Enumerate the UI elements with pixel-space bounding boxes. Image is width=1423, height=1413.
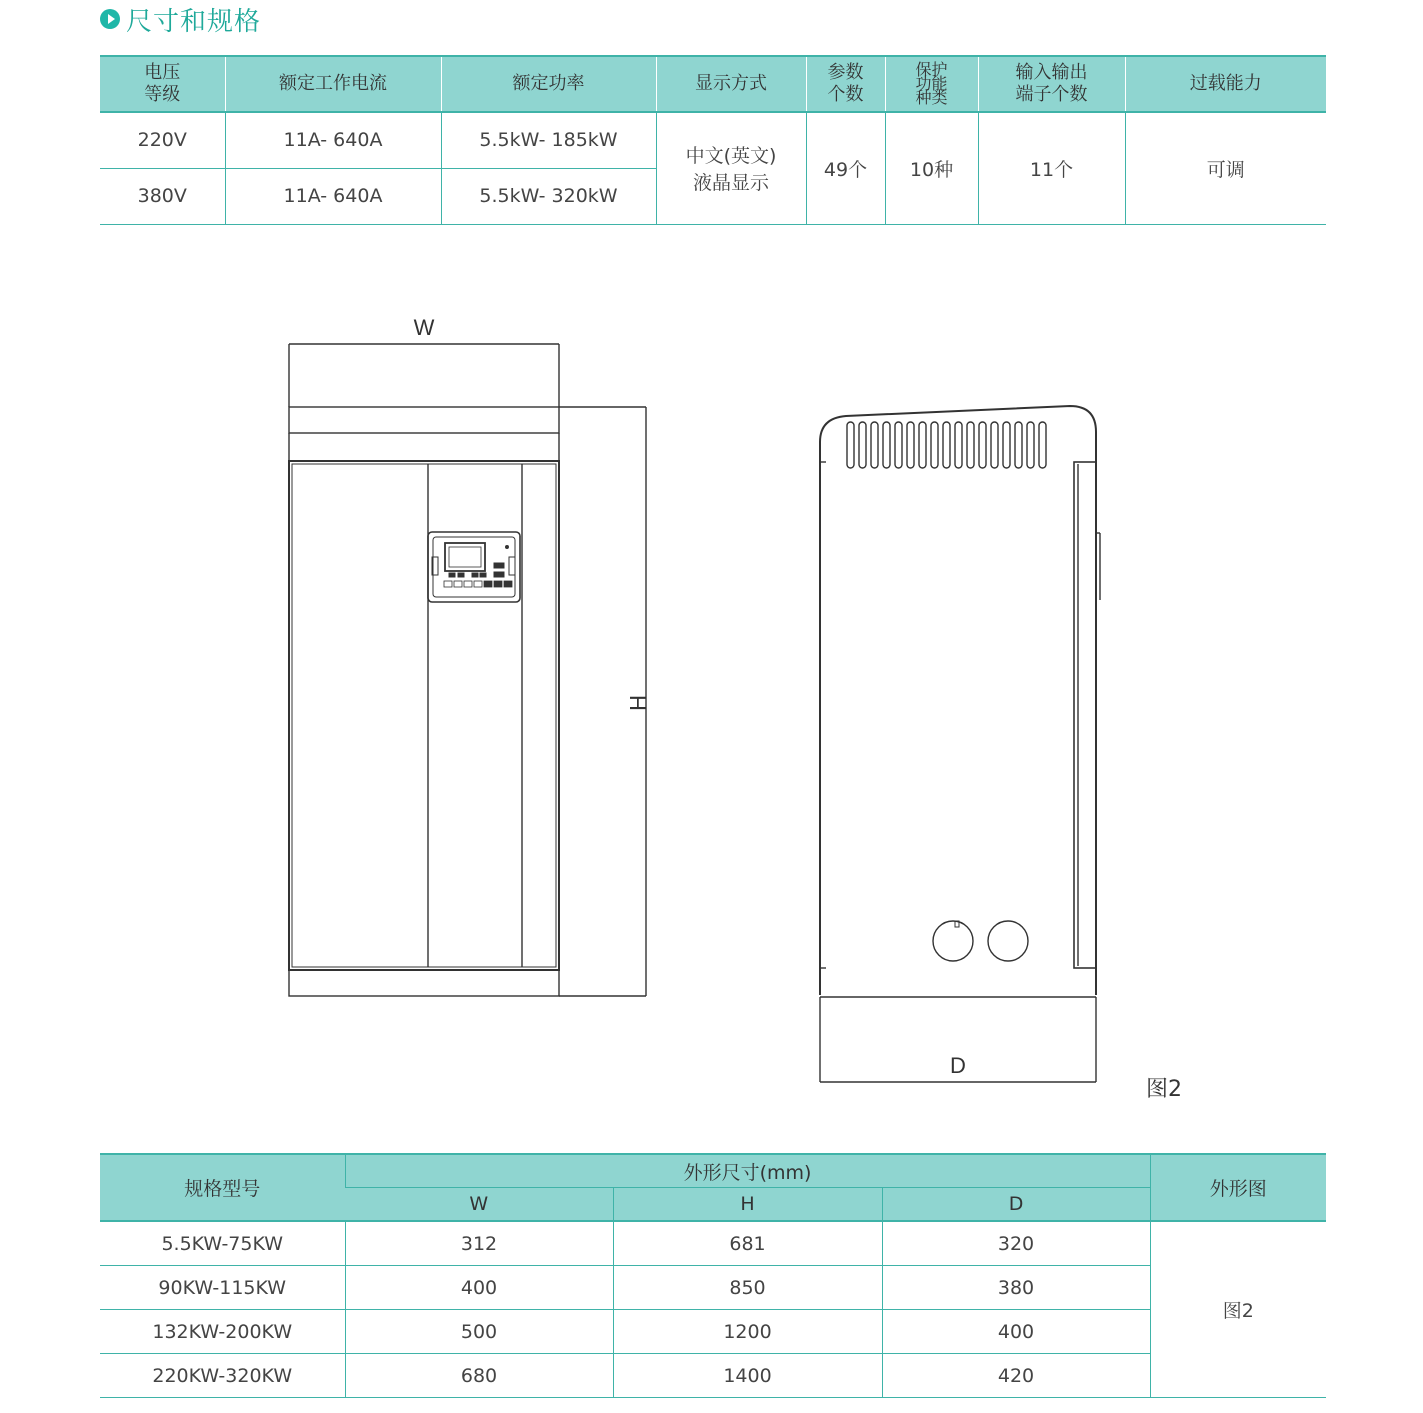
header-display: 显示方式 [656, 56, 806, 112]
cell-w: 400 [345, 1266, 613, 1310]
vent-slot [907, 422, 914, 468]
cell-display-line2: 液晶显示 [692, 172, 769, 195]
header-protect-line2: 功能 [915, 74, 948, 93]
vent-slot [1027, 422, 1034, 468]
cell-h: 850 [613, 1266, 882, 1310]
vent-slot [871, 422, 878, 468]
vent-slot [895, 422, 902, 468]
cell-display-line1: 中文(英文) [685, 145, 777, 168]
header-protect-line1: 保护 [915, 60, 948, 79]
cell-model: 90KW-115KW [100, 1266, 345, 1310]
cabinet-body [289, 461, 559, 970]
vent-slot [967, 422, 974, 468]
cabinet-base [289, 970, 559, 996]
vent-slot [1039, 422, 1046, 468]
top-cap [289, 407, 559, 433]
header-model: 规格型号 [100, 1154, 345, 1221]
d-dimension-label: D [950, 1053, 966, 1078]
cell-w: 312 [345, 1221, 613, 1266]
cell-model: 5.5KW-75KW [100, 1221, 345, 1266]
cell-h: 681 [613, 1221, 882, 1266]
header-io-line1: 输入输出 [1015, 62, 1088, 83]
header-h: H [613, 1188, 882, 1222]
cell-power: 5.5kW- 185kW [441, 112, 656, 168]
cell-h: 1200 [613, 1310, 882, 1354]
vent-slot [943, 422, 950, 468]
vent-slot [979, 422, 986, 468]
vent-slot [991, 422, 998, 468]
figure-label: 图2 [1146, 1077, 1182, 1102]
header-overload: 过载能力 [1125, 56, 1326, 112]
cell-model: 132KW-200KW [100, 1310, 345, 1354]
h-dimension-label: H [625, 695, 650, 711]
cell-overload: 可调 [1125, 112, 1326, 224]
front-view [289, 344, 646, 996]
cell-current: 11A- 640A [225, 168, 441, 224]
table-row [100, 1354, 1326, 1398]
table-row [100, 1310, 1326, 1354]
cell-params: 49个 [806, 112, 885, 224]
side-view [820, 406, 1100, 1082]
header-voltage-line1: 电压 [144, 62, 181, 83]
size-table [100, 1153, 1326, 1398]
vent-slot [1015, 422, 1022, 468]
keypad-panel [428, 532, 520, 602]
vent-slot [931, 422, 938, 468]
header-w: W [345, 1188, 613, 1222]
table-row [100, 1266, 1326, 1310]
cell-d: 420 [882, 1354, 1150, 1398]
cell-d: 400 [882, 1310, 1150, 1354]
cell-current: 11A- 640A [225, 112, 441, 168]
header-current: 额定工作电流 [225, 56, 441, 112]
header-protect-line3: 种类 [915, 88, 948, 107]
header-params-line1: 参数 [827, 62, 864, 83]
header-outline: 外形尺寸(mm) [345, 1154, 1150, 1188]
cable-gland-right [988, 921, 1028, 961]
size-header-row [100, 1154, 1326, 1188]
cell-w: 680 [345, 1354, 613, 1398]
cell-d: 380 [882, 1266, 1150, 1310]
cell-voltage: 220V [100, 112, 225, 168]
cell-voltage: 380V [100, 168, 225, 224]
table-row [100, 1221, 1326, 1266]
vent-slot [1003, 422, 1010, 468]
header-params-line2: 个数 [827, 84, 864, 105]
cell-protect: 10种 [885, 112, 978, 224]
w-dimension-label: W [413, 315, 435, 340]
cell-power: 5.5kW- 320kW [441, 168, 656, 224]
vent-slot [859, 422, 866, 468]
vent-slots [847, 422, 1046, 468]
header-io-line2: 端子个数 [1015, 84, 1088, 105]
cell-figure-ref: 图2 [1150, 1221, 1326, 1398]
cell-io: 11个 [978, 112, 1125, 224]
section-title-text: 尺寸和规格 [126, 6, 262, 37]
cell-w: 500 [345, 1310, 613, 1354]
vent-slot [919, 422, 926, 468]
cell-model: 220KW-320KW [100, 1354, 345, 1398]
cell-h: 1400 [613, 1354, 882, 1398]
header-voltage-line2: 等级 [144, 84, 181, 105]
cell-d: 320 [882, 1221, 1150, 1266]
cable-gland-left [933, 921, 973, 961]
vent-slot [883, 422, 890, 468]
header-d: D [882, 1188, 1150, 1222]
vent-slot [955, 422, 962, 468]
header-power: 额定功率 [441, 56, 656, 112]
vent-slot [847, 422, 854, 468]
header-figure: 外形图 [1150, 1154, 1326, 1221]
